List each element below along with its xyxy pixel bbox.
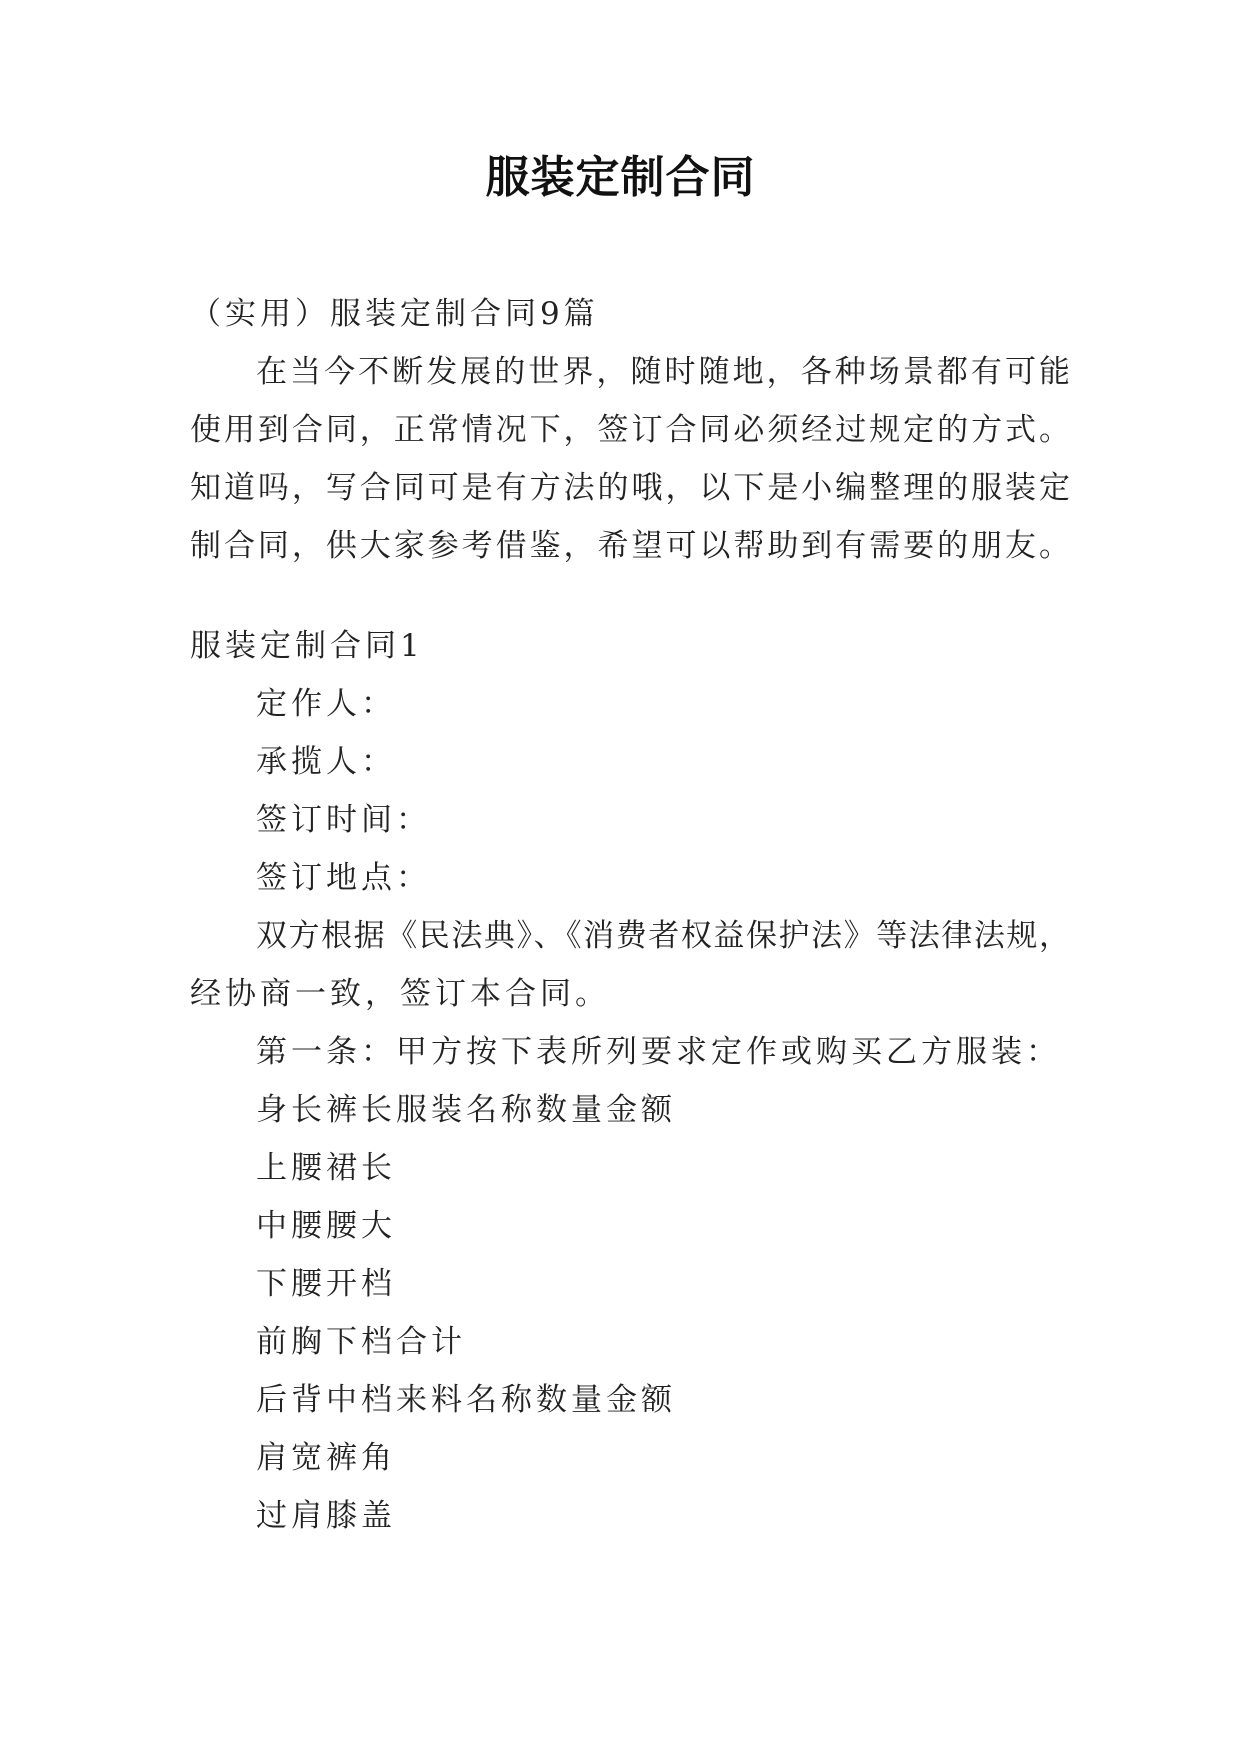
- table-line: 身长裤长服装名称数量金额: [256, 1092, 676, 1128]
- intro-line-3: 知道吗，写合同可是有方法的哦，以下是小编整理的服装定: [190, 470, 1070, 506]
- table-line: 肩宽裤角: [256, 1440, 396, 1476]
- table-line: 过肩膝盖: [256, 1498, 396, 1534]
- document-subtitle: （实用）服装定制合同9篇: [190, 296, 599, 332]
- intro-line-4: 制合同，供大家参考借鉴，希望可以帮助到有需要的朋友。: [190, 528, 1070, 564]
- article-one: 第一条：甲方按下表所列要求定作或购买乙方服装：: [256, 1034, 1061, 1070]
- intro-line-2: 使用到合同，正常情况下，签订合同必须经过规定的方式。: [190, 412, 1070, 448]
- intro-line-1: 在当今不断发展的世界，随时随地，各种场景都有可能: [256, 354, 1070, 390]
- table-line: 下腰开档: [256, 1266, 396, 1302]
- field-sign-place: 签订地点：: [256, 860, 431, 896]
- table-line: 上腰裙长: [256, 1150, 396, 1186]
- field-undertaker: 承揽人：: [256, 744, 396, 780]
- table-line: 前胸下档合计: [256, 1324, 466, 1360]
- paragraph-gap: [190, 575, 1070, 617]
- field-sign-time: 签订时间：: [256, 802, 431, 838]
- table-line: 中腰腰大: [256, 1208, 396, 1244]
- section-heading: 服装定制合同1: [190, 628, 424, 664]
- clause-line-1: 双方根据《民法典》、《消费者权益保护法》等法律法规，: [256, 918, 1070, 954]
- clause-line-2: 经协商一致，签订本合同。: [190, 976, 610, 1012]
- document-body: [190, 285, 1070, 1545]
- field-contractor: 定作人：: [256, 686, 396, 722]
- document-title: 服装定制合同: [485, 152, 756, 203]
- table-line: 后背中档来料名称数量金额: [256, 1382, 676, 1418]
